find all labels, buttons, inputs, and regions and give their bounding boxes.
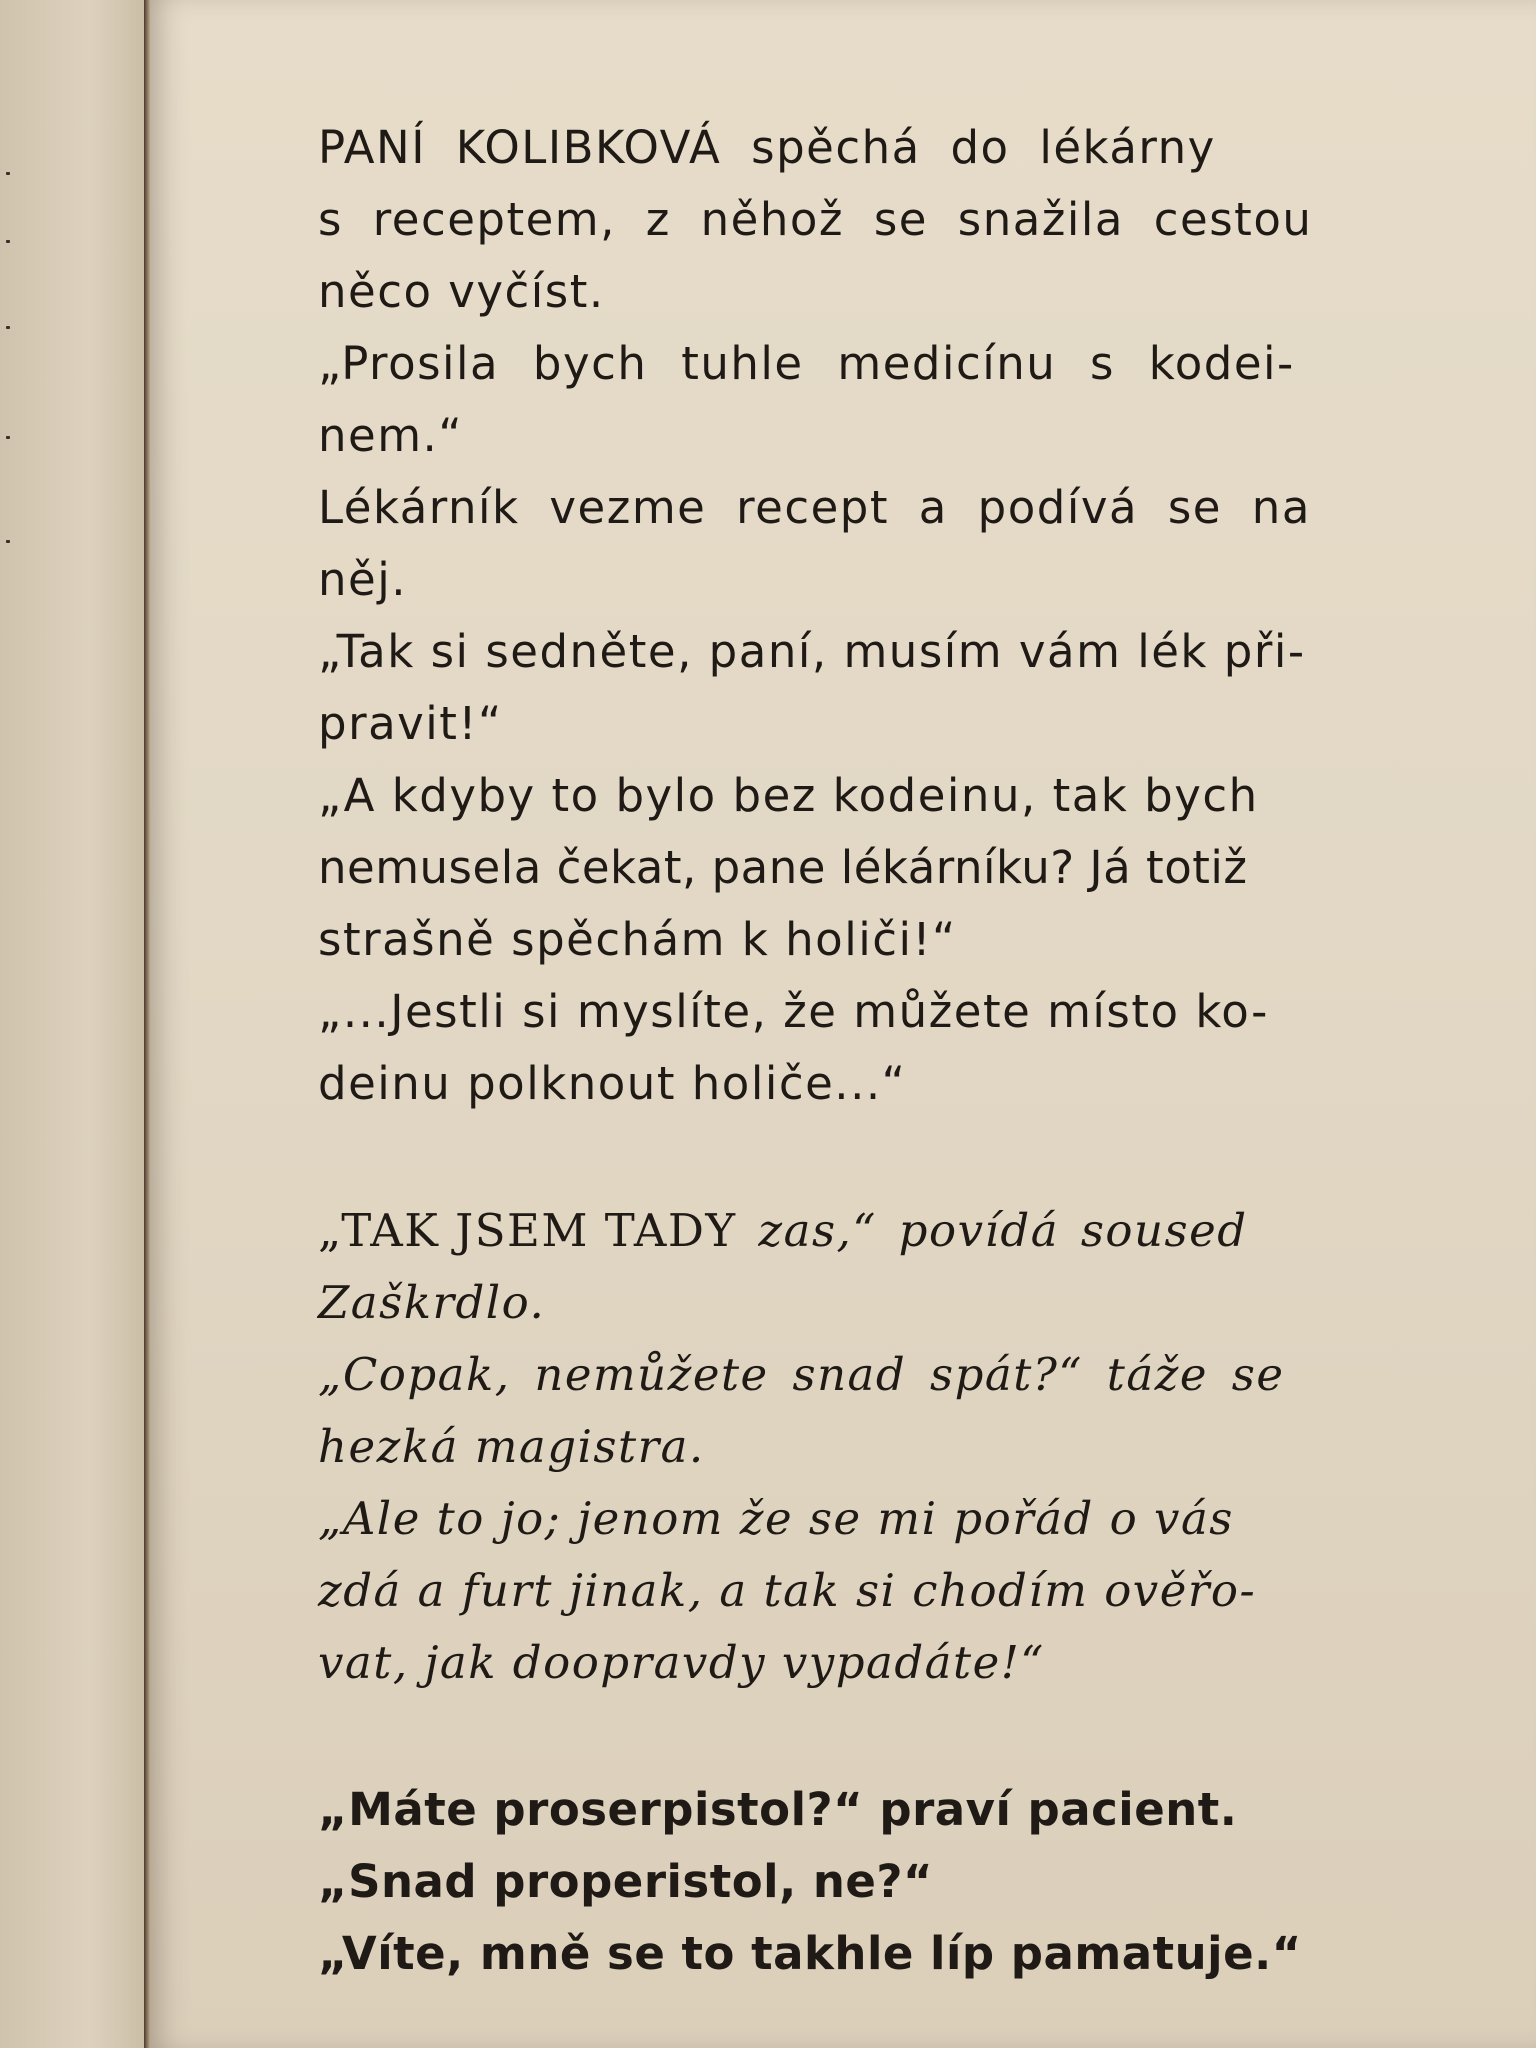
- joke-zaskrdlo: [318, 1195, 1418, 1699]
- text-line: Zaškrdlo.: [318, 1276, 546, 1329]
- text-line: pravit!“: [318, 697, 503, 750]
- text-line: „Víte, mně se to takhle líp pamatuje.“: [318, 1927, 1302, 1980]
- page-text: [318, 112, 1418, 1990]
- text-line: „A kdyby to bylo bez kodeinu, tak bych: [318, 769, 1259, 822]
- text-line: něco vyčíst.: [318, 265, 605, 318]
- text-line: „Prosila bych tuhle medicínu s kodei-: [318, 337, 1295, 390]
- text-line: deinu polknout holiče...“: [318, 1057, 907, 1110]
- text-line: „Copak, nemůžete snad spát?“ táže se: [318, 1348, 1285, 1401]
- text-line: Lékárník vezme recept a podívá se na: [318, 481, 1311, 534]
- text-line: vat, jak doopravdy vypadáte!“: [318, 1636, 1045, 1689]
- text-line: nemusela čekat, pane lékárníku? Já totiž: [318, 841, 1248, 894]
- joke-proserpistol: [318, 1774, 1418, 1990]
- text-line: „Tak si sedněte, paní, musím vám lék při-: [318, 625, 1306, 678]
- margin-mark: [6, 326, 10, 329]
- margin-mark: [6, 172, 10, 175]
- joke-kolibkova: [318, 112, 1418, 1120]
- text-line: [318, 1195, 1418, 1267]
- text-line: zdá a furt jinak, a tak si chodím ověřo-: [318, 1564, 1257, 1617]
- text-line-rest: zas,“ povídá soused: [736, 1204, 1248, 1257]
- margin-mark: [6, 436, 10, 439]
- text-line: „Máte proserpistol?“ praví pacient.: [318, 1783, 1238, 1836]
- small-caps-opening: „TAK JSEM TADY: [318, 1204, 737, 1257]
- text-line: „Ale to jo; jenom že se mi pořád o vás: [318, 1492, 1234, 1545]
- text-line: PANÍ KOLIBKOVÁ spěchá do lékárny: [318, 121, 1216, 174]
- text-line: „Snad properistol, ne?“: [318, 1855, 934, 1908]
- text-line: strašně spěchám k holiči!“: [318, 913, 957, 966]
- text-line: hezká magistra.: [318, 1420, 705, 1473]
- text-line: něj.: [318, 553, 408, 606]
- text-line: s receptem, z něhož se snažila cestou: [318, 193, 1313, 246]
- text-line: nem.“: [318, 409, 464, 462]
- margin-mark: [6, 240, 10, 243]
- left-page-edge: [0, 0, 150, 2048]
- margin-mark: [6, 540, 10, 543]
- text-line: „...Jestli si myslíte, že můžete místo ko-: [318, 985, 1269, 1038]
